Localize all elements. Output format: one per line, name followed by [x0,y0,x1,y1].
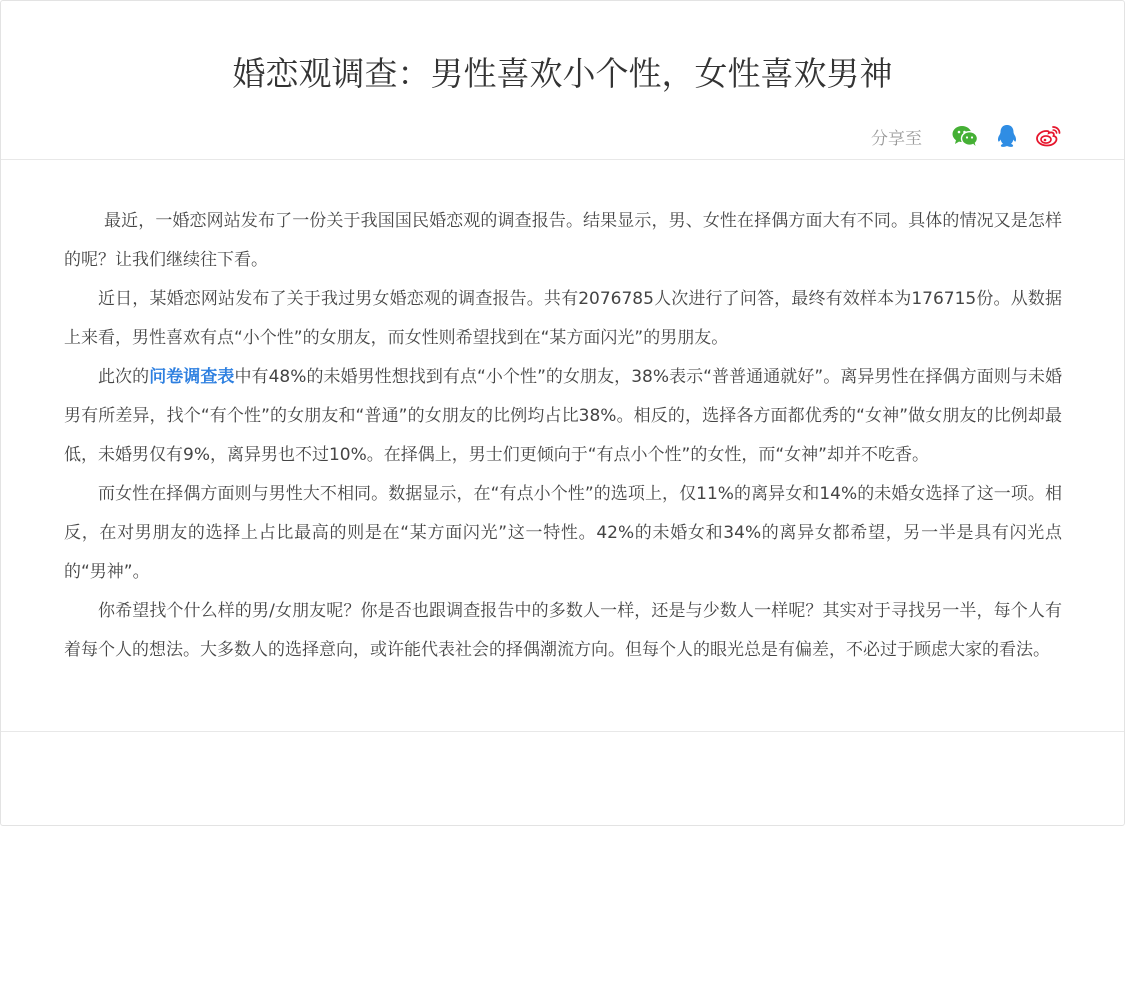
paragraph: 你希望找个什么样的男/女朋友呢？你是否也跟调查报告中的多数人一样，还是与少数人一样呢？其实对于寻找另一半，每个人有着每个人的想法。大多数人的选择意向，或许能代表社会的择偶潮流方向。但每个人的眼光总是有偏差，不必过于顾虑大家的看法。 [64,601,1062,660]
paragraph-text: 中有48%的未婚男性想找到有点“小个性”的女朋友，38%表示“普普通通就好”。离异男性在择偶方面则与未婚男有所差异，找个“有个性”的女朋友和“普通”的女朋友的比例均占比38%。相反的，选择各方面都优秀的“女神”做女朋友的比例却最低，未婚男仅有9%，离异男也不过10%。在择偶上，男士们更倾向于“有点小个性”的女性，而“女神”却并不吃香。 [64,367,1063,465]
paragraph: 最近，一婚恋网站发布了一份关于我国国民婚恋观的调查报告。结果显示，男、女性在择偶方面大有不同。具体的情况又是怎样的呢？让我们继续往下看。 [64,211,1062,270]
paragraph-text: 此次的 [98,367,150,387]
paragraph: 近日，某婚恋网站发布了关于我过男女婚恋观的调查报告。共有2076785人次进行了问答，最终有效样本为176715份。从数据上来看，男性喜欢有点“小个性”的女朋友，而女性则希望找到在“某方面闪光”的男朋友。 [64,289,1062,348]
weibo-icon[interactable] [1036,123,1062,149]
article-title: 婚恋观调查：男性喜欢小个性，女性喜欢男神 [232,54,893,93]
share-label: 分享至 [871,128,922,149]
qq-icon[interactable] [994,123,1020,149]
paragraph: 而女性在择偶方面则与男性大不相同。数据显示，在“有点小个性”的选项上，仅11%的离异女和14%的未婚女选择了这一项。相反，在对男朋友的选择上占比最高的则是在“某方面闪光”这一特性。42%的未婚女和34%的离异女都希望，另一半是具有闪光点的“男神”。 [64,484,1062,582]
share-bar [871,122,1062,150]
article-footer [1,732,1124,782]
wechat-icon[interactable] [952,123,978,149]
article-header [1,1,1124,160]
article-body [1,160,1124,732]
paragraph [64,358,1062,475]
survey-link[interactable]: 问卷调查表 [149,367,235,387]
